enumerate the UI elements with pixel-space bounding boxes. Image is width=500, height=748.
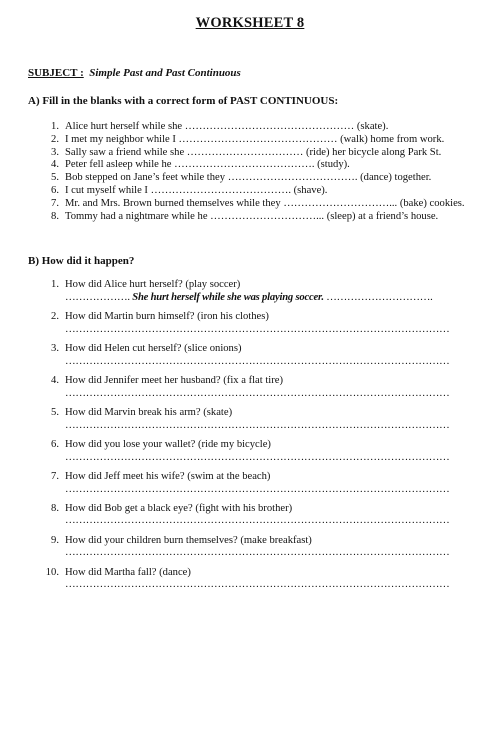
section-b-list xyxy=(28,279,480,599)
answer-dots-lead: ………………………………………………………………………………………………… xyxy=(65,451,450,463)
answer-line[interactable] xyxy=(65,579,480,592)
question-number: 5. xyxy=(51,406,59,418)
item-text: Bob stepped on Jane’s feet while they ………………………………. (dance) together. xyxy=(65,172,432,184)
answer-dots-lead: ………………………………………………………………………………………………… xyxy=(65,323,450,335)
question-text: How did Jeff meet his wife? (swim at the beach) xyxy=(65,470,271,482)
item-number: 8. xyxy=(51,210,59,222)
question-number: 4. xyxy=(51,374,59,386)
question-text: How did you lose your wallet? (ride my bicycle) xyxy=(65,438,271,450)
item-text: Sally saw a friend while she …………………………… (ride) her bicycle along Park St. xyxy=(65,146,442,158)
subject-value: Simple Past and Past Continuous xyxy=(89,67,241,79)
item-text: I cut myself while I …………………………………. (shave). xyxy=(65,184,328,196)
item-text: I met my neighbor while I ……………………………………… (walk) home from work. xyxy=(65,133,445,145)
question-number: 9. xyxy=(51,534,59,546)
item-text: Alice hurt herself while she ………………………………………… (skate). xyxy=(65,121,389,132)
section-b-heading: B) How did it happen? xyxy=(28,255,135,267)
item-number: 1. xyxy=(51,121,59,132)
question-text: How did your children burn themselves? (make breakfast) xyxy=(65,534,312,546)
question-text: How did Bob get a black eye? (fight with his brother) xyxy=(65,502,293,514)
list-item xyxy=(28,147,480,160)
answer-dots-lead: ………………………………………………………………………………………………… xyxy=(65,355,450,367)
question-item xyxy=(28,343,480,368)
answer-line[interactable] xyxy=(65,356,480,369)
question-item xyxy=(28,471,480,496)
answer-dots-lead: ………………. xyxy=(65,291,133,303)
question-text: How did Marvin break his arm? (skate) xyxy=(65,406,233,418)
answer-line[interactable] xyxy=(65,292,480,305)
item-text: Peter fell asleep while he …………………………………. (study). xyxy=(65,159,350,171)
question-text: How did Alice hurt herself? (play soccer) xyxy=(65,279,241,290)
item-text: Tommy had a nightmare while he …………………………... (sleep) at a friend’s house. xyxy=(65,210,439,222)
answer-dots-trail: …………………………. xyxy=(323,291,433,303)
item-number: 7. xyxy=(51,197,59,209)
item-number: 3. xyxy=(51,146,59,158)
answer-line[interactable] xyxy=(65,324,480,337)
question-item xyxy=(28,567,480,592)
list-item xyxy=(28,185,480,198)
question-item xyxy=(28,503,480,528)
list-item xyxy=(28,134,480,147)
question-number: 7. xyxy=(51,470,59,482)
answer-dots-lead: ………………………………………………………………………………………………… xyxy=(65,483,450,495)
answer-line[interactable] xyxy=(65,420,480,433)
answer-dots-lead: ………………………………………………………………………………………………… xyxy=(65,387,450,399)
item-text: Mr. and Mrs. Brown burned themselves while they …………………………... (bake) cookies. xyxy=(65,197,465,209)
answer-line[interactable] xyxy=(65,452,480,465)
item-number: 6. xyxy=(51,184,59,196)
item-number: 2. xyxy=(51,133,59,145)
question-item xyxy=(28,439,480,464)
section-a-list xyxy=(28,121,480,223)
subject-label: SUBJECT : xyxy=(28,67,84,79)
list-item xyxy=(28,172,480,185)
answer-dots-lead: ………………………………………………………………………………………………… xyxy=(65,419,450,431)
question-number: 10. xyxy=(45,566,59,578)
question-number: 3. xyxy=(51,342,59,354)
question-text: How did Martha fall? (dance) xyxy=(65,566,191,578)
answer-line[interactable] xyxy=(65,547,480,560)
list-item xyxy=(28,211,480,224)
question-item xyxy=(28,535,480,560)
answer-dots-lead: ………………………………………………………………………………………………… xyxy=(65,579,450,591)
answer-dots-lead: ………………………………………………………………………………………………… xyxy=(65,547,450,559)
question-item xyxy=(28,279,480,304)
section-a-heading: A) Fill in the blanks with a correct form of PAST CONTINUOUS: xyxy=(28,95,339,107)
subject-line xyxy=(28,67,241,79)
question-number: 2. xyxy=(51,310,59,322)
question-item xyxy=(28,311,480,336)
question-item xyxy=(28,407,480,432)
answer-dots-lead: ………………………………………………………………………………………………… xyxy=(65,515,450,527)
question-text: How did Helen cut herself? (slice onions) xyxy=(65,342,242,354)
item-number: 4. xyxy=(51,159,59,171)
worksheet-title: WORKSHEET 8 xyxy=(195,15,305,31)
question-number: 6. xyxy=(51,438,59,450)
question-number: 1. xyxy=(51,279,59,290)
list-item xyxy=(28,198,480,211)
answer-text: She hurt herself while she was playing soccer. xyxy=(132,291,324,303)
answer-line[interactable] xyxy=(65,515,480,528)
question-text: How did Martin burn himself? (iron his clothes) xyxy=(65,310,269,322)
answer-line[interactable] xyxy=(65,388,480,401)
item-number: 5. xyxy=(51,172,59,184)
question-text: How did Jennifer meet her husband? (fix a flat tire) xyxy=(65,374,283,386)
list-item xyxy=(28,121,480,134)
question-item xyxy=(28,375,480,400)
question-number: 8. xyxy=(51,502,59,514)
list-item xyxy=(28,159,480,172)
answer-line[interactable] xyxy=(65,484,480,497)
